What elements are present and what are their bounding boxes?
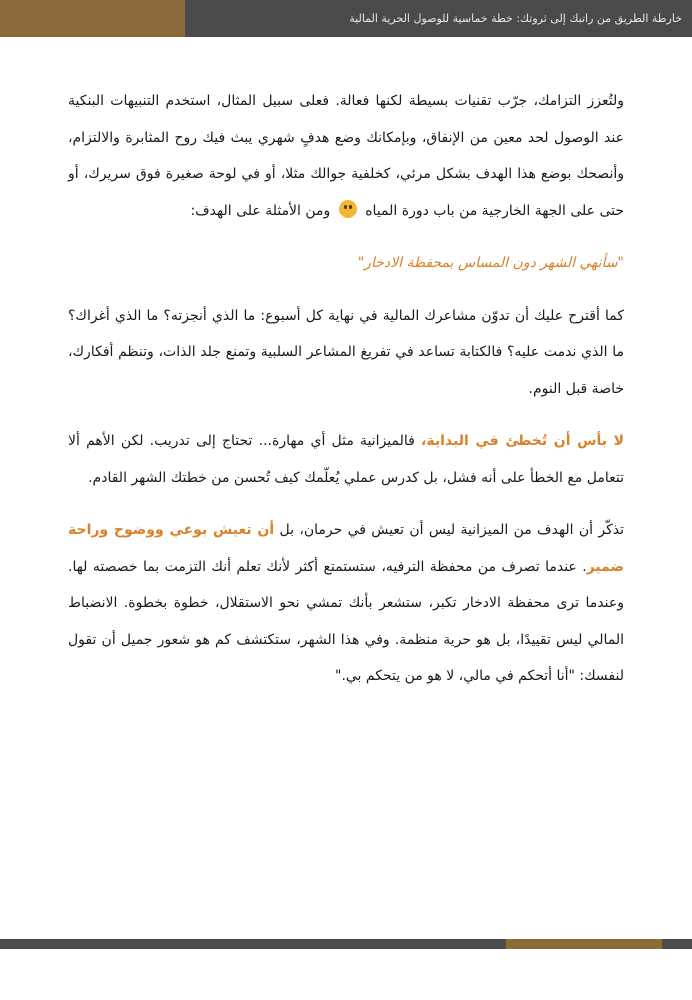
running-header-title: خارطة الطريق من راتبك إلى ثروتك: خطة خماسية للوصول الحرية المالية xyxy=(349,12,682,25)
paragraph-text: ولتُعزز التزامك، جرّب تقنيات بسيطة لكنها فعالة. فعلى سبيل المثال، استخدم التنبيهات البنكية عند الوصول لحد معين من الإنفاق، وبإمكانك وضع هدفٍ شهري يبث فيك روح المثابرة والالتزام، وأنصحك بوضع هذا الهدف بشكل مرئي، كخلفية جوالك مثلا، أو في لوحة صغيرة فوق سريرك، أو حتى على الجهة الخارجية من باب دورة المياه xyxy=(68,93,624,219)
paragraph-text: تذكّر أن الهدف من الميزانية ليس أن تعيش في حرمان، بل xyxy=(279,522,624,538)
header-accent-block xyxy=(0,0,185,37)
paragraph-text: ومن الأمثلة على الهدف: xyxy=(190,202,331,219)
highlight-text: أن تعيش بوعي ووضوح وراحة ضمير xyxy=(68,522,624,575)
paragraph-journaling: كما أقترح عليك أن تدوّن مشاعرك المالية في نهاية كل أسبوع: ما الذي أنجزته؟ ما الذي أغراك؟ ما الذي ندمت عليه؟ فالكتابة تساعد في تفريغ المشاعر السلبية وتمنع جلد الذات، وتنظم أفكارك، خاصة قبل النوم. xyxy=(68,307,624,397)
paragraph-goal-techniques xyxy=(68,83,624,229)
footer-accent-block xyxy=(506,939,662,949)
paragraph-budget-purpose xyxy=(68,512,624,695)
flushed-face-emoji-icon xyxy=(339,200,357,218)
paragraph-text: . عندما تصرف من محفظة الترفيه، ستستمتع أكثر لأنك تعلم أنك التزمت بما خصصته لها. وعندما ترى محفظة الادخار تكبر، ستشعر بأنك تمشي نحو الاستقلال، خطوة بخطوة. الانضباط المالي ليس تقييدًا، بل هو حرية منظمة. وفي هذا الشهر، ستكتشف كم هو شعور جميل أن تقول لنفسك: "أنا أتحكم في مالي، لا هو من يتحكم بي." xyxy=(68,558,624,684)
page-body xyxy=(68,83,624,711)
paragraph-mistakes xyxy=(68,423,624,496)
goal-example-quote: "سأنهي الشهر دون المساس بمحفظة الادخار" xyxy=(357,255,624,271)
paragraph-text: فالميزانية مثل أي مهارة... تحتاج إلى تدريب. لكن الأهم ألا تتعامل مع الخطأ على أنه فشل، بل كدرس عملي يُعلّمك كيف تُحسن من خطتك الشهر القادم. xyxy=(68,433,624,486)
highlight-text: لا بأس أن تُخطئ في البداية، xyxy=(421,433,624,449)
